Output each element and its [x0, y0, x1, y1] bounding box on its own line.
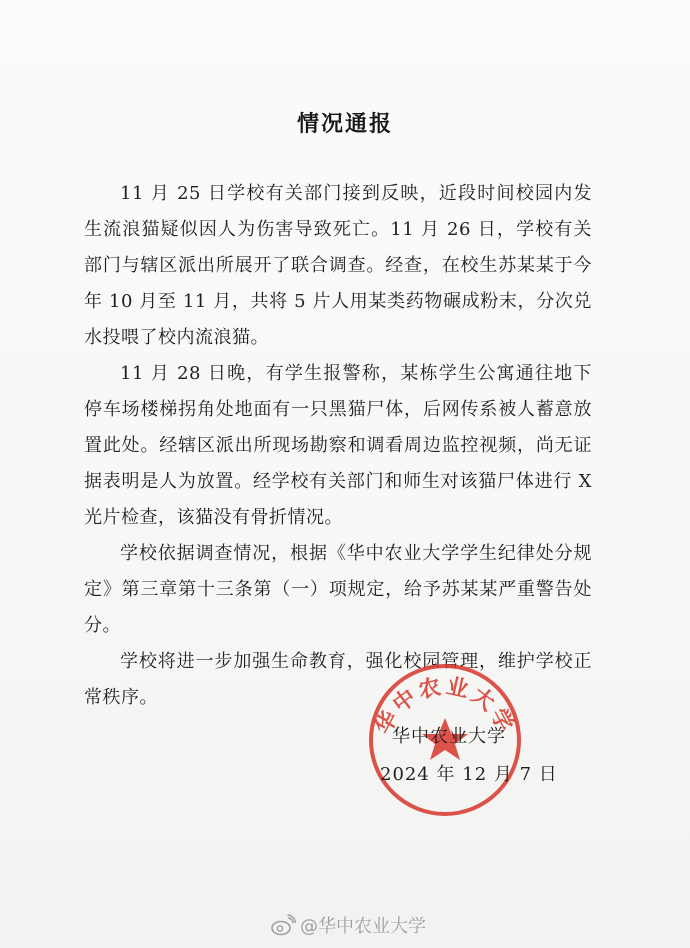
paragraph-2: 11 月 28 日晚，有学生报警称，某栋学生公寓通往地下停车场楼梯拐角处地面有一只黑猫尸体，后网传系被人蓄意放置此处。经辖区派出所现场勘察和调看周边监控视频，尚无证据表明是人为放置。经学校有关部门和师生对该猫尸体进行 X 光片检查，该猫没有骨折情况。	[84, 363, 592, 528]
document-date: 2024 年 12 月 7 日	[380, 764, 558, 785]
seal-text: 华中农业大学	[371, 674, 519, 739]
signature: 华中农业大学	[392, 726, 506, 747]
document-title: 情况通报	[296, 111, 393, 137]
paragraph-4: 学校将进一步加强生命教育，强化校园管理，维护学校正常秩序。	[84, 651, 592, 708]
document-body	[84, 176, 592, 716]
weibo-logo-icon	[270, 914, 296, 936]
watermark	[270, 912, 426, 938]
paragraph-1: 11 月 25 日学校有关部门接到反映，近段时间校园内发生流浪猫疑似因人为伤害导致死亡。11 月 26 日，学校有关部门与辖区派出所展开了联合调查。经查，在校生苏某某于今年 10 月至 11 月，共将 5 片人用某类药物碾成粉末，分次兑水投喂了校内流浪猫。	[84, 183, 592, 348]
paragraph-3: 学校依据调查情况，根据《华中农业大学学生纪律处分规定》第三章第十三条第（一）项规定，给予苏某某严重警告处分。	[84, 543, 592, 636]
watermark-text: @华中农业大学	[300, 916, 426, 937]
